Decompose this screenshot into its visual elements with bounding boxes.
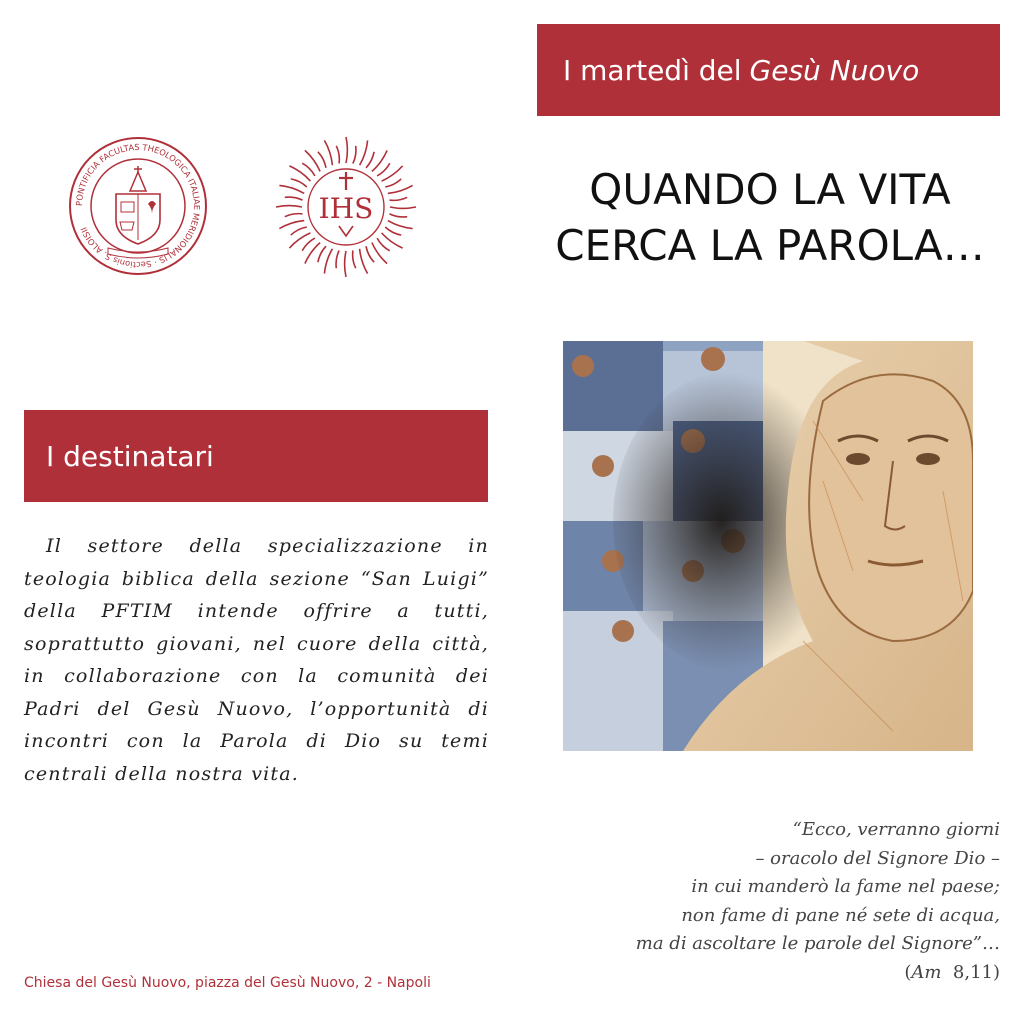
- sun-ray: [345, 251, 346, 277]
- sun-ray: [305, 150, 320, 171]
- page-title: [520, 162, 1020, 274]
- faculty-seal-logo: [68, 136, 208, 276]
- sun-ray: [388, 185, 413, 193]
- sun-ray: [366, 246, 374, 262]
- sun-ray: [324, 249, 332, 274]
- footer-address: Chiesa del Gesù Nuovo, piazza del Gesù Nuovo, 2 - Napoli: [24, 975, 431, 991]
- artwork-image: [563, 341, 973, 751]
- sun-ray: [291, 179, 307, 187]
- sun-ray: [353, 146, 356, 164]
- sun-ray: [318, 152, 326, 168]
- sun-ray: [279, 221, 304, 229]
- section-heading-banner: [24, 410, 488, 502]
- sun-ray: [346, 137, 347, 163]
- sun-ray: [388, 221, 413, 229]
- sun-ray: [279, 185, 304, 193]
- sun-ray: [285, 214, 303, 217]
- quote-line-3: in cui manderò la fame nel paese;: [691, 876, 1000, 897]
- sun-ray: [353, 251, 356, 269]
- sun-ray: [382, 166, 403, 181]
- section-heading: I destinatari: [46, 439, 214, 473]
- quote-line-5: ma di ascoltare le parole del Signore”…: [635, 933, 1000, 954]
- quote-ref-verse: 8,11: [952, 961, 993, 983]
- quote-line-4: non fame di pane né sete di acqua,: [681, 904, 1000, 926]
- scripture-quote: [580, 816, 1000, 987]
- sun-ray: [366, 152, 374, 168]
- ihs-monogram: IHS: [318, 192, 374, 225]
- title-line-2: CERCA LA PAROLA…: [555, 221, 985, 270]
- section-body: Il settore della specializzazione in teologia biblica della sezione “San Luigi” della PFTIM intende offrire a tutti, soprattutto giovani, nel cuore della città, in collaborazione con la comunità dei Padri del Gesù Nuovo, l’opportunità di incontri con la Parola di Dio su temi centrali della nostra vita.: [24, 535, 489, 785]
- sun-ray: [390, 197, 408, 200]
- sun-ray: [318, 246, 326, 262]
- sun-ray: [289, 233, 310, 248]
- quote-reference: (Am 8,11): [904, 961, 1000, 983]
- sun-ray: [360, 140, 368, 165]
- series-banner: [537, 24, 1000, 116]
- sun-ray: [285, 197, 303, 200]
- title-line-1: QUANDO LA VITA: [589, 165, 951, 214]
- sun-ray: [291, 227, 307, 235]
- ihs-sunburst-logo: [273, 134, 419, 280]
- sun-ray: [390, 207, 416, 208]
- quote-line-1: “Ecco, verranno giorni: [792, 819, 1000, 840]
- sun-ray: [385, 227, 401, 235]
- sun-ray: [385, 179, 401, 187]
- sun-ray: [276, 206, 302, 207]
- sun-ray: [324, 140, 332, 165]
- sun-ray: [336, 146, 339, 164]
- quote-line-2: – oracolo del Signore Dio –: [755, 847, 1000, 869]
- series-prefix: I martedì del: [563, 53, 742, 87]
- sun-ray: [336, 251, 339, 269]
- sun-ray: [372, 243, 387, 264]
- seal-text: PONTIFICIA FACULTAS THEOLOGICA ITALIAE MERIDIONALIS · Sectionis S. ALOISII: [73, 141, 203, 271]
- quote-ref-book: Am: [911, 961, 942, 983]
- sun-ray: [390, 214, 408, 217]
- sun-ray: [360, 249, 368, 274]
- series-name: Gesù Nuovo: [749, 53, 920, 87]
